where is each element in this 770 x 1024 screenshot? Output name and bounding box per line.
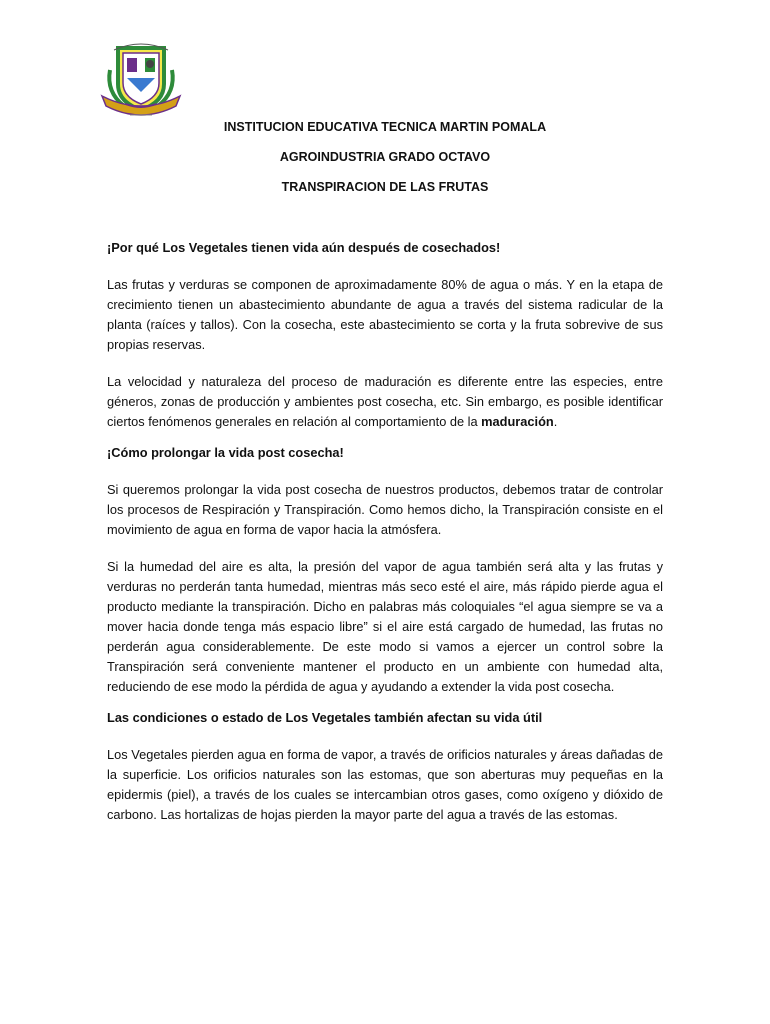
paragraph-2 bbox=[107, 372, 663, 432]
paragraph-3: Si queremos prolongar la vida post cosecha de nuestros productos, debemos tratar de controlar los procesos de Respiración y Transpiración. Como hemos dicho, la Transpiración consiste en el movimiento de agua en forma de vapor hacia la atmósfera. bbox=[107, 482, 663, 537]
course-title: AGROINDUSTRIA GRADO OCTAVO bbox=[279, 150, 491, 164]
paragraph-2-text: La velocidad y naturaleza del proceso de maduración es diferente entre las especies, entre géneros, zonas de producción y ambientes post cosecha, etc. Sin embargo, es posible identificar ciertos fenómenos generales en relación al comportamiento de la bbox=[107, 374, 663, 429]
school-crest-logo bbox=[96, 40, 186, 118]
paragraph-1: Las frutas y verduras se componen de aproximadamente 80% de agua o más. Y en la etapa de crecimiento tienen un abastecimiento abundante de agua a través del sistema radicular de la planta (raíces y tallos). Con la cosecha, este abastecimiento se corta y la fruta sobrevive de sus propias reservas. bbox=[107, 277, 663, 352]
institution-title: INSTITUCION EDUCATIVA TECNICA MARTIN POMALA bbox=[223, 120, 547, 134]
section-heading-3: Las condiciones o estado de Los Vegetales también afectan su vida útil bbox=[107, 710, 543, 725]
paragraph-2-bold-word: maduración bbox=[481, 414, 554, 429]
section-heading-1: ¡Por qué Los Vegetales tienen vida aún después de cosechados! bbox=[107, 240, 501, 255]
topic-title: TRANSPIRACION DE LAS FRUTAS bbox=[281, 180, 489, 194]
document-body bbox=[107, 238, 663, 825]
paragraph-4: Si la humedad del aire es alta, la presión del vapor de agua también será alta y las frutas y verduras no perderán tanta humedad, mientras más seco esté el aire, más rápido pierde agua el producto mediante la transpiración. Dicho en palabras más coloquiales “el agua siempre se va a mover hacia donde tenga más espacio libre” si el aire está cargado de humedad, las frutas no perderán agua considerablemente. De este modo si vamos a ejercer un control sobre la Transpiración será conveniente mantener el producto en un ambiente con humedad alta, reduciendo de ese modo la pérdida de agua y ayudando a extender la vida post cosecha. bbox=[107, 559, 663, 694]
section-heading-2: ¡Cómo prolongar la vida post cosecha! bbox=[107, 445, 344, 460]
paragraph-5: Los Vegetales pierden agua en forma de vapor, a través de orificios naturales y áreas dañadas de la superficie. Los orificios naturales son las estomas, que son aberturas muy pequeñas en la epidermis (piel), a través de los cuales se intercambian otros gases, como oxígeno y dióxido de carbono. Las hortalizas de hojas pierden la mayor parte del agua a través de las estomas. bbox=[107, 747, 663, 822]
paragraph-2-end: . bbox=[553, 414, 558, 429]
